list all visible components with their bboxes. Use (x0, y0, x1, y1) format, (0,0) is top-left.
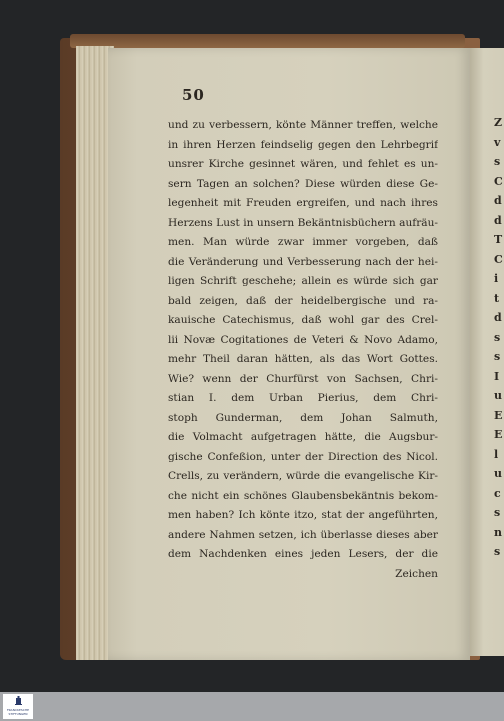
page-text (168, 116, 438, 584)
page-number: 50 (182, 86, 205, 104)
text-line: men. Man würde zwar immer vorgeben, daß (168, 236, 438, 248)
text-line: in ihren Herzen feindselig gegen den Lehrbegrif (168, 138, 438, 151)
right-page-letter: E (494, 408, 503, 422)
right-page-letter: s (494, 155, 501, 168)
text-line: unsrer Kirche gesinnet wären, und fehlet es un- (168, 158, 438, 170)
text-line: legenheit mit Freuden ergreifen, und nach ihres (168, 197, 438, 209)
right-page-letter: c (494, 486, 501, 500)
text-line: kauische Catechismus, daß wohl gar des Crel- (168, 314, 438, 326)
text-line: und zu verbessern, könte Männer treffen, welche (168, 119, 438, 131)
text-line: lii Novæ Cogitationes de Veteri & Novo Adamo, (168, 333, 438, 346)
book-cover-top-edge (70, 34, 465, 48)
right-page-letter: Z (494, 116, 503, 129)
text-line: Herzens Lust in unsern Bekäntnisbüchern aufräu- (168, 216, 438, 229)
right-page-letter: s (494, 330, 501, 344)
text-line: dem Nachdenken eines jeden Lesers, der die (168, 548, 438, 560)
text-line: stian I. dem Urban Pierius, dem Chri- (168, 392, 438, 404)
right-page-letter: d (494, 311, 502, 324)
right-page-letter: I (494, 369, 500, 383)
right-page-letter: d (494, 213, 502, 227)
right-page-letter: s (494, 350, 501, 363)
footer-bar (0, 692, 504, 721)
text-line: mehr Theil daran hätten, als das Wort Gottes. (168, 353, 438, 365)
catchword: Zeichen (395, 567, 438, 580)
right-page-letter: C (494, 252, 503, 266)
right-page-letter: u (494, 389, 502, 402)
right-page-letter: t (494, 291, 500, 305)
right-page-letter: l (494, 447, 499, 461)
text-line: stoph Gunderman, dem Johan Salmuth, (168, 411, 438, 424)
right-page-letter: u (494, 467, 502, 480)
right-page-letter: s (494, 545, 501, 558)
logo-text: FRANCKESCHE STIFTUNGEN (6, 708, 30, 716)
institution-logo-icon (15, 696, 22, 705)
text-line: andere Nahmen setzen, ich überlasse dieses aber (168, 528, 438, 541)
text-line: sern Tagen an solchen? Diese würden diese Ge- (168, 177, 438, 190)
right-page-letter: E (494, 428, 503, 441)
right-page-letter: C (494, 174, 503, 188)
text-line: che nicht ein schönes Glaubensbekäntnis bekom- (168, 489, 438, 502)
right-page-letter: i (494, 272, 499, 285)
text-line: men haben? Ich könte itzo, stat der angeführten, (168, 509, 438, 521)
text-line: die Veränderung und Verbesserung nach der hei- (168, 255, 438, 268)
text-line: bald zeigen, daß der heidelbergische und ra- (168, 294, 438, 307)
text-line: gische Confeßion, unter der Direction des Nicol. (168, 450, 438, 463)
text-line: Crells, zu verändern, würde die evangelische Kir- (168, 470, 438, 482)
right-page-letter: d (494, 194, 502, 207)
right-page-letter: T (494, 233, 503, 246)
right-page-letter: s (494, 506, 501, 519)
text-line: die Volmacht aufgetragen hätte, die Augsbur- (168, 431, 438, 443)
right-page-letter: n (494, 525, 502, 539)
text-line: Wie? wenn der Churfürst von Sachsen, Chri- (168, 372, 438, 385)
footer-logo[interactable] (3, 694, 33, 719)
text-line: ligen Schrift geschehe; allein es würde sich gar (168, 275, 438, 287)
right-page-letter: v (494, 135, 501, 149)
